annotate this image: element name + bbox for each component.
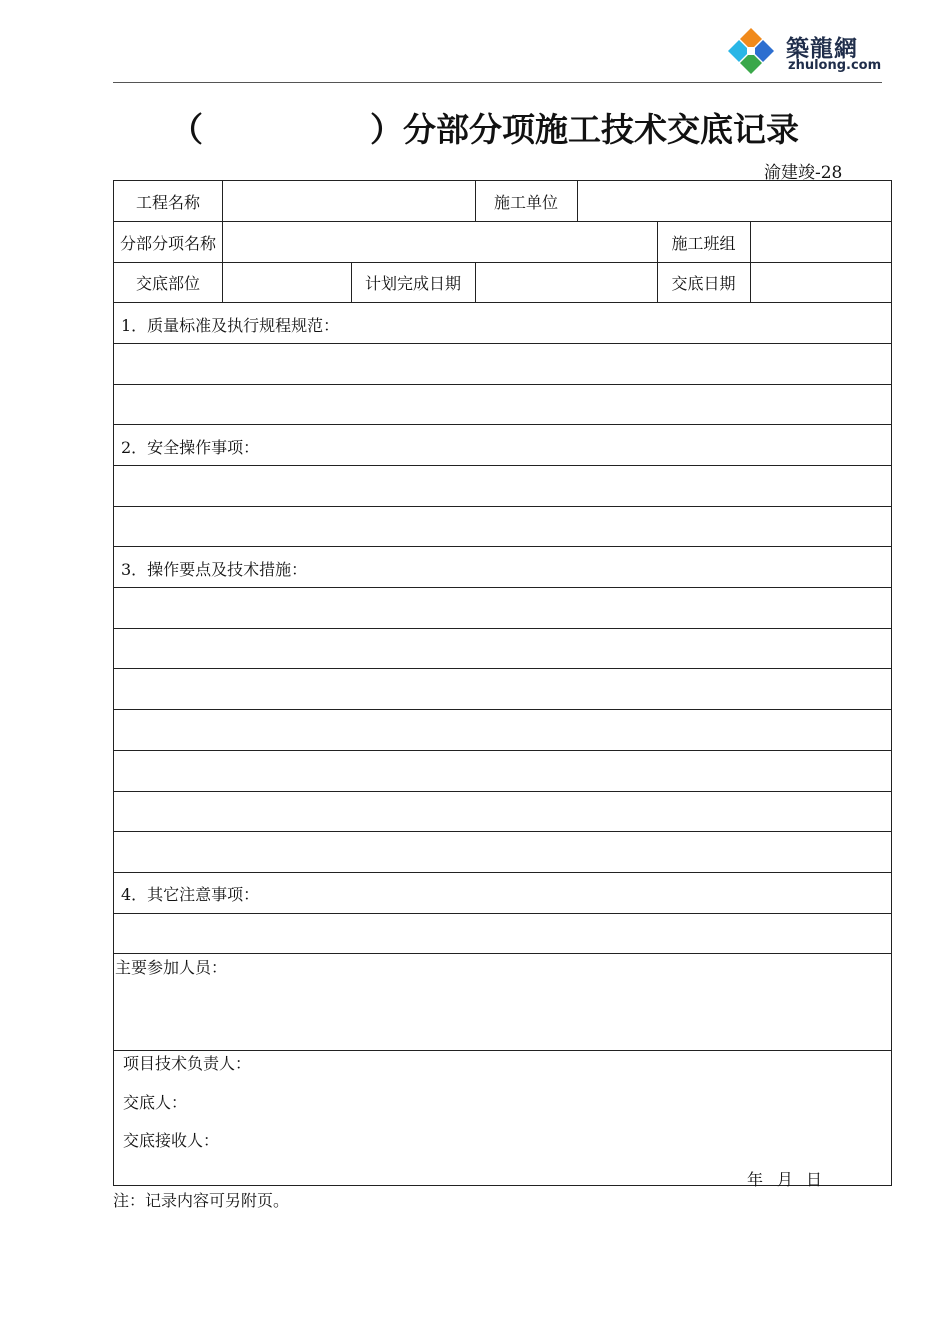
zhulong-logo [722, 24, 882, 80]
row-divider [114, 424, 891, 425]
handover-date-label: 交底日期 [671, 274, 736, 293]
row-divider [114, 872, 891, 873]
handover-person-label: 交底人： [123, 1093, 188, 1112]
row-divider [114, 750, 891, 751]
tech-lead-label: 项目技术负责人： [123, 1054, 252, 1073]
row-divider [114, 587, 891, 588]
handover-location-label: 交底部位 [135, 274, 200, 293]
planned-completion-field[interactable] [476, 263, 657, 302]
row-divider [114, 506, 891, 507]
row-divider [114, 831, 891, 832]
title-open-paren: （ [170, 110, 203, 149]
planned-completion-label: 计划完成日期 [364, 274, 461, 293]
section-safety-items: 2．安全操作事项： [121, 438, 260, 457]
work-team-label: 施工班组 [671, 233, 736, 253]
logo-chinese-text: 築龍網 [786, 35, 858, 62]
row-divider [114, 791, 891, 792]
row-divider [114, 343, 891, 344]
header-rule [113, 82, 882, 83]
logo-domain-text: zhulong.com [788, 58, 882, 73]
date-month: 月 [777, 1170, 794, 1189]
row-divider [114, 546, 891, 547]
page-title [0, 104, 950, 148]
row-divider [114, 628, 891, 629]
row-divider [114, 668, 891, 669]
project-name-field[interactable] [223, 181, 475, 221]
construction-unit-field[interactable] [578, 181, 891, 221]
date-day: 日 [806, 1170, 823, 1189]
footnote: 注：记录内容可另附页。 [113, 1191, 290, 1210]
handover-date-field[interactable] [751, 263, 891, 302]
handover-location-field[interactable] [223, 263, 351, 302]
row-divider [114, 913, 891, 914]
handover-form-table [113, 180, 892, 1189]
construction-unit-label: 施工单位 [493, 192, 558, 212]
participants-label: 主要参加人员： [115, 958, 228, 977]
section-quality-standards: 1．质量标准及执行规程规范： [121, 316, 340, 335]
row-divider [114, 953, 891, 954]
section-other-notes: 4．其它注意事项： [121, 885, 260, 904]
subitem-name-field[interactable] [223, 222, 657, 262]
title-text: ）分部分项施工技术交底记录 [370, 110, 799, 149]
receiver-label: 交底接收人： [123, 1131, 220, 1150]
pinwheel-logo-icon [722, 24, 780, 80]
section-key-points: 3．操作要点及技术措施： [121, 560, 308, 579]
row-divider [114, 465, 891, 466]
date-year: 年 [747, 1170, 764, 1189]
form-code: 渝建竣-28 [764, 163, 843, 183]
row-divider [114, 302, 891, 303]
subitem-name-label: 分部分项名称 [119, 233, 216, 253]
work-team-field[interactable] [751, 222, 891, 262]
project-name-label: 工程名称 [135, 192, 200, 212]
row-divider [114, 709, 891, 710]
row-divider [114, 384, 891, 385]
